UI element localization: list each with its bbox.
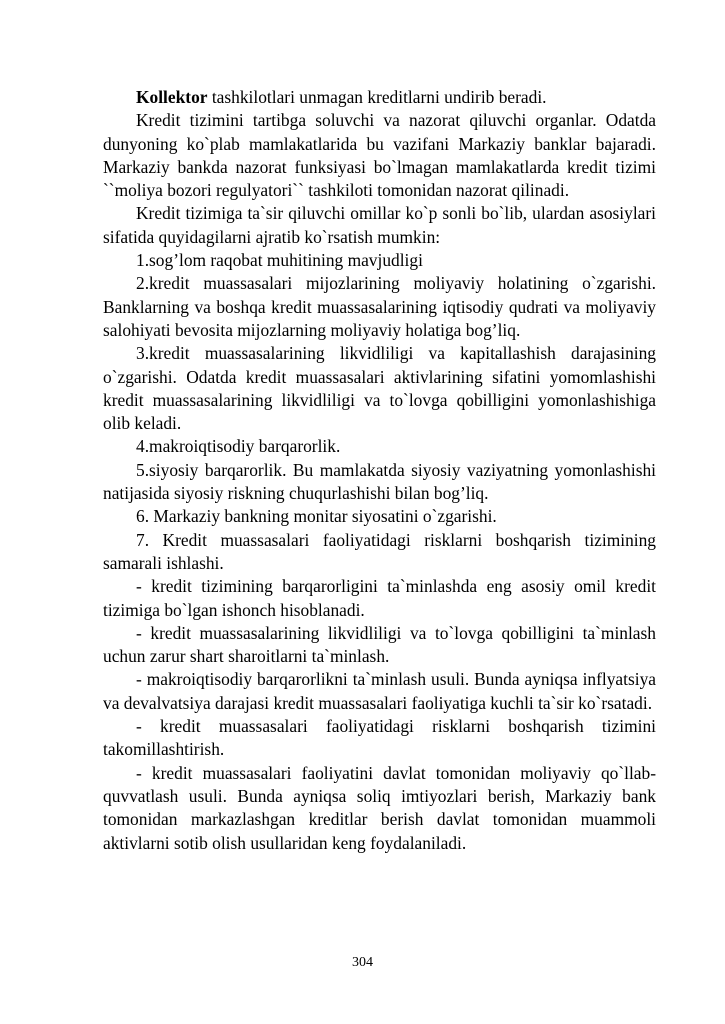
list-item: 5.siyosiy barqarorlik. Bu mamlakatda siyosiy vaziyatning yomonlashishi natijasida siyosiy riskning chuqurlashishi bilan bog’liq. [103, 459, 656, 504]
list-item: 1.sog’lom raqobat muhitining mavjudligi [136, 250, 423, 271]
page-number: 304 [352, 955, 373, 970]
paragraph: Kredit tizimini tartibga soluvchi va nazorat qiluvchi organlar. Odatda dunyoning ko`plab mamlakatlarida bu vazifani Markaziy banklar bajaradi. Markaziy bankda nazorat funksiyasi bo`lmagan mamlakatlarda kredit tizimi ``moliya bozori regulyatori`` tashkiloti tomonidan nazorat qilinadi. [103, 110, 656, 201]
list-item: 7. Kredit muassasalari faoliyatidagi risklarni boshqarish tizimining samarali ishlashi. [103, 529, 656, 573]
dash-item: - kredit muassasalarining likvidliligi va to`lovga qobilligini ta`minlash uchun zarur shart sharoitlarni ta`minlash. [103, 622, 656, 667]
dash-item: - kredit tizimining barqarorligini ta`minlashda eng asosiy omil kredit tizimiga bo`lgan ishonch hisoblanadi. [103, 576, 656, 620]
paragraph-text: tashkilotlari unmagan kreditlarni undirib beradi. [207, 87, 547, 107]
paragraph-kollektor [103, 86, 656, 109]
list-item: 4.makroiqtisodiy barqarorlik. [136, 436, 341, 457]
list-item: 3.kredit muassasalarining likvidliligi va kapitallashish darajasining o`zgarishi. Odatda kredit muassasalari aktivlarining sifatini yomomlashishi kredit muassasalarining likvidliligi va to`lovga qobilligini yomonlashishiga olib keladi. [103, 343, 656, 434]
list-item: 6. Markaziy bankning monitar siyosatini o`zgarishi. [136, 506, 497, 527]
bold-term: Kollektor [136, 87, 208, 107]
paragraph: Kredit tizimiga ta`sir qiluvchi omillar ko`p sonli bo`lib, ulardan asosiylari sifatida quyidagilarni ajratib ko`rsatish mumkin: [103, 203, 656, 247]
dash-item: - kredit muassasalari faoliyatini davlat tomonidan moliyaviy qo`llab-quvvatlash usuli. Bunda ayniqsa soliq imtiyozlari berish, Markaziy bank tomonidan markazlashgan kreditlar berish davlat tomonidan muammoli aktivlarni sotib olish usullaridan keng foydalaniladi. [103, 762, 656, 853]
dash-item: - kredit muassasalari faoliyatidagi risklarni boshqarish tizimini takomillashtirish. [103, 716, 656, 760]
list-item: 2.kredit muassasalari mijozlarining moliyaviy holatining o`zgarishi. Banklarning va boshqa kredit muassasalarining iqtisodiy qudrati va moliyaviy salohiyati bevosita mijozlarning moliyaviy holatiga bog’liq. [103, 273, 656, 340]
dash-item: - makroiqtisodiy barqarorlikni ta`minlash usuli. Bunda ayniqsa inflyatsiya va devalvatsiya darajasi kredit muassasalari faoliyatiga kuchli ta`sir ko`rsatadi. [103, 669, 656, 713]
document-body [103, 86, 656, 855]
